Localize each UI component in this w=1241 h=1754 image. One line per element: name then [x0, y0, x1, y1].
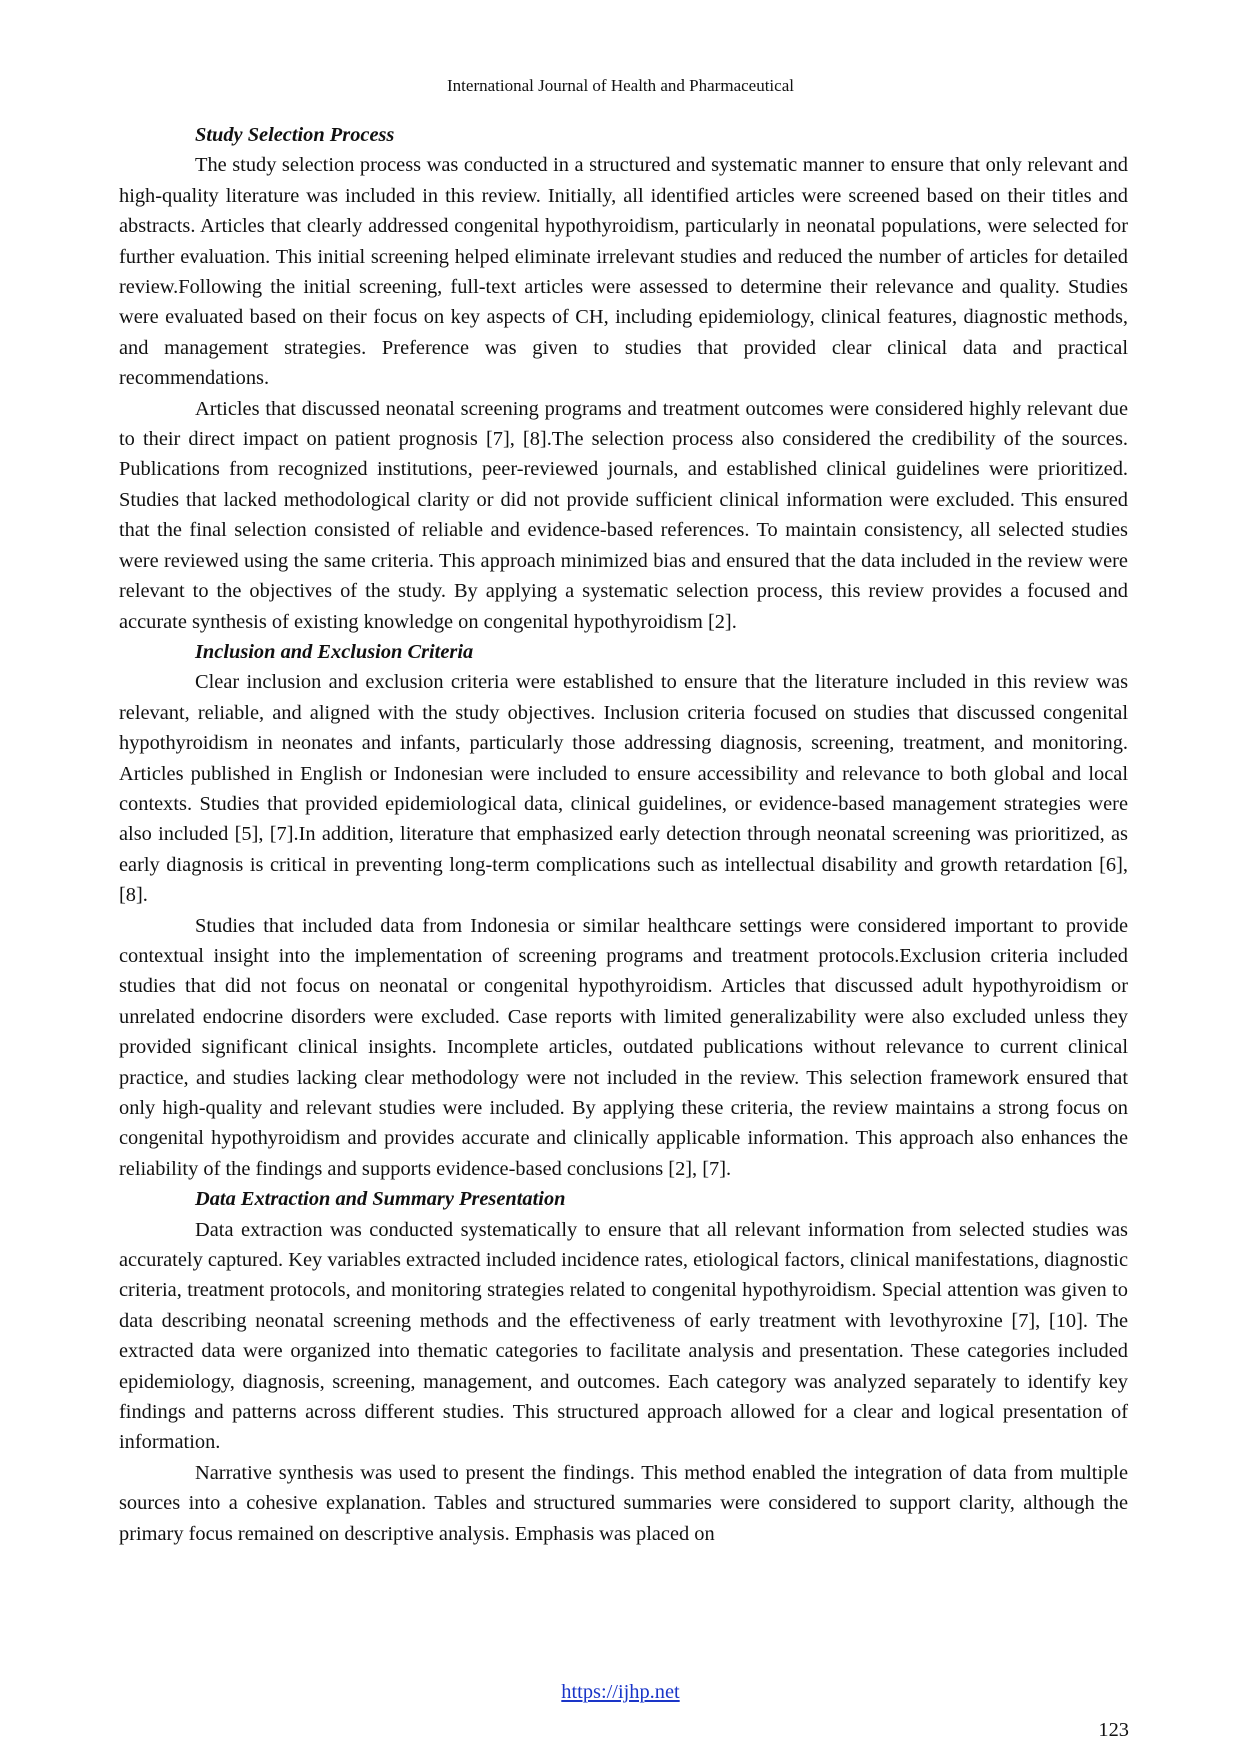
section-data-extraction — [119, 1184, 1128, 1549]
section-heading: Inclusion and Exclusion Criteria — [195, 640, 474, 663]
paragraph: The study selection process was conducted in a structured and systematic manner to ensure that only relevant and high-quality literature was included in this review. Initially, all identified articles were screened based on their titles and abstracts. Articles that clearly addressed congenital hypothyroidism, particularly in neonatal populations, were selected for further evaluation. This initial screening helped eliminate irrelevant studies and reduced the number of articles for detailed review.Following the initial screening, full-text articles were assessed to determine their relevance and quality. Studies were evaluated based on their focus on key aspects of CH, including epidemiology, clinical features, diagnostic methods, and management strategies. Preference was given to studies that provided clear clinical data and practical recommendations. — [119, 154, 1128, 390]
section-heading: Data Extraction and Summary Presentation — [195, 1188, 566, 1211]
paragraph: Clear inclusion and exclusion criteria were established to ensure that the literature included in this review was relevant, reliable, and aligned with the study objectives. Inclusion criteria focused on studies that discussed congenital hypothyroidism in neonates and infants, particularly those addressing diagnosis, screening, treatment, and monitoring. Articles published in English or Indonesian were included to ensure accessibility and relevance to both global and local contexts. Studies that provided epidemiological data, clinical guidelines, or evidence-based management strategies were also included [5], [7].In addition, literature that emphasized early detection through neonatal screening was prioritized, as early diagnosis is critical in preventing long-term complications such as intellectual disability and growth retardation [6], [8]. — [119, 671, 1128, 907]
section-inclusion-exclusion — [119, 637, 1128, 1184]
running-header: International Journal of Health and Pharmaceutical — [447, 76, 794, 95]
page-number: 123 — [1098, 1719, 1129, 1741]
paragraph: Data extraction was conducted systematically to ensure that all relevant information from selected studies was accurately captured. Key variables extracted included incidence rates, etiological factors, clinical manifestations, diagnostic criteria, treatment protocols, and monitoring strategies related to congenital hypothyroidism. Special attention was given to data describing neonatal screening methods and the effectiveness of early treatment with levothyroxine [7], [10]. The extracted data were organized into thematic categories to facilitate analysis and presentation. These categories included epidemiology, diagnosis, screening, management, and outcomes. Each category was analyzed separately to identify key findings and patterns across different studies. This structured approach allowed for a clear and logical presentation of information. — [119, 1218, 1128, 1454]
paragraph: Studies that included data from Indonesia or similar healthcare settings were considered important to provide contextual insight into the implementation of screening programs and treatment protocols.Exclusion criteria included studies that did not focus on neonatal or congenital hypothyroidism. Articles that discussed adult hypothyroidism or unrelated endocrine disorders were excluded. Case reports with limited generalizability were also excluded unless they provided significant clinical insights. Incomplete articles, outdated publications without relevance to current clinical practice, and studies lacking clear methodology were not included in the review. This selection framework ensured that only high-quality and relevant studies were included. By applying these criteria, the review maintains a strong focus on congenital hypothyroidism and provides accurate and clinically applicable information. This approach also enhances the reliability of the findings and supports evidence-based conclusions [2], [7]. — [119, 914, 1128, 1180]
section-heading: Study Selection Process — [195, 124, 395, 146]
footer — [0, 1680, 1241, 1704]
section-study-selection — [119, 120, 1128, 637]
article-body — [119, 120, 1128, 1549]
journal-url-link[interactable]: https://ijhp.net — [561, 1681, 680, 1703]
paragraph: Articles that discussed neonatal screening programs and treatment outcomes were considered highly relevant due to their direct impact on patient prognosis [7], [8].The selection process also considered the credibility of the sources. Publications from recognized institutions, peer-reviewed journals, and established clinical guidelines were prioritized. Studies that lacked methodological clarity or did not provide sufficient clinical information were excluded. This ensured that the final selection consisted of reliable and evidence-based references. To maintain consistency, all selected studies were reviewed using the same criteria. This approach minimized bias and ensured that the data included in the review were relevant to the objectives of the study. By applying a systematic selection process, this review provides a focused and accurate synthesis of existing knowledge on congenital hypothyroidism [2]. — [119, 397, 1128, 633]
paragraph: Narrative synthesis was used to present the findings. This method enabled the integration of data from multiple sources into a cohesive explanation. Tables and structured summaries were considered to support clarity, although the primary focus remained on descriptive analysis. Emphasis was placed on — [119, 1461, 1128, 1545]
